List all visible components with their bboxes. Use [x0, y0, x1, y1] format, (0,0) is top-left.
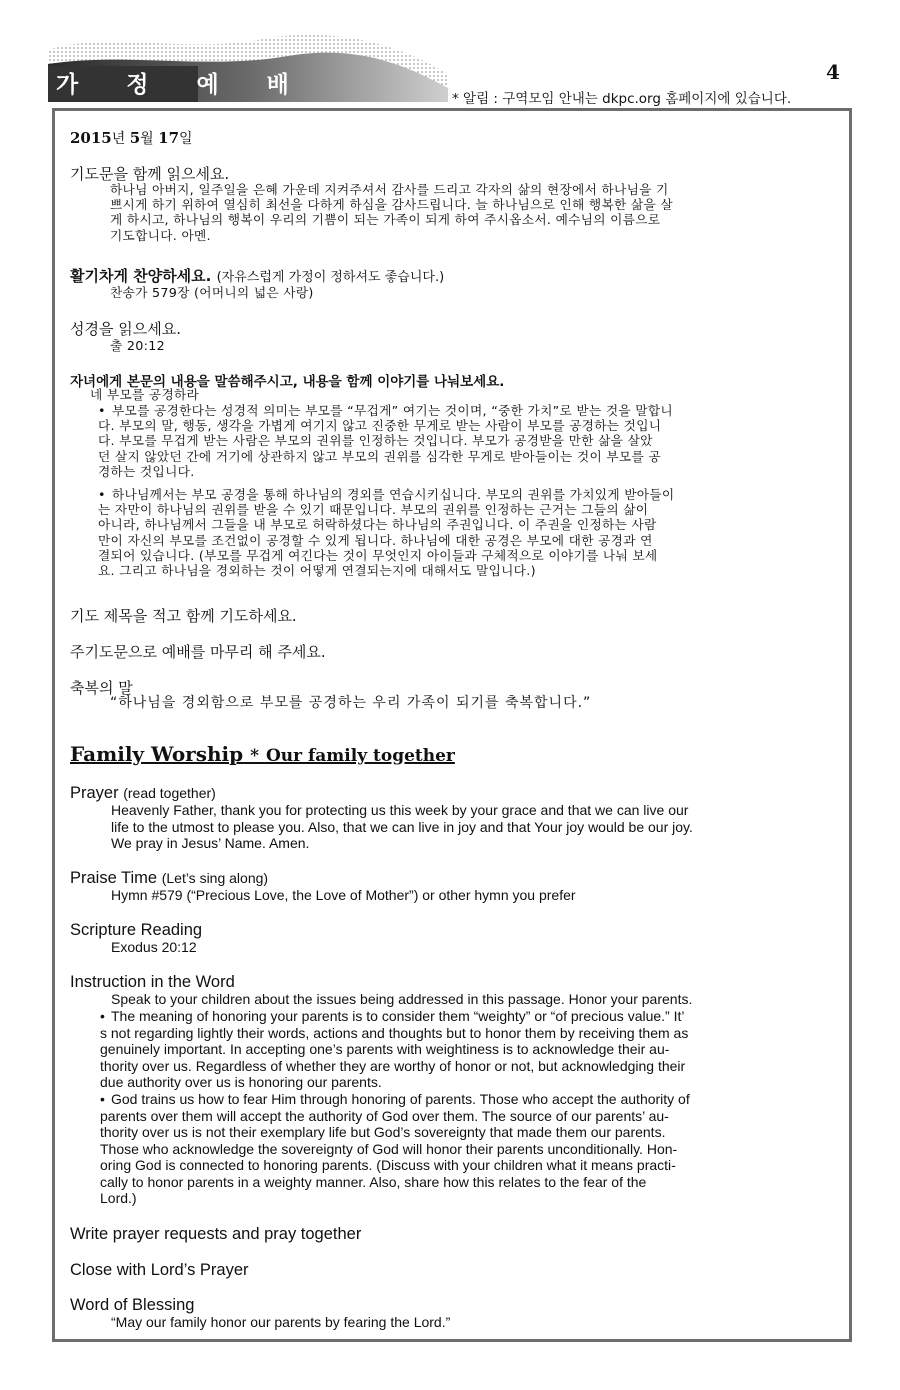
english-title: Family Worship * Our family together — [70, 742, 455, 766]
ko-blessing-text: “하나님을 경외함으로 부모를 공경하는 우리 가족이 되기를 축복합니다.” — [110, 695, 592, 711]
notice-text: * 알림 : 구역모임 안내는 dkpc.org 홈페이지에 있습니다. — [452, 91, 792, 107]
ko-prayer-request-heading: 기도 제목을 적고 함께 기도하세요. — [70, 607, 297, 625]
ko-instruction-intro: 네 부모를 공경하라 — [90, 387, 200, 402]
en-praise-heading: Praise Time (Let’s sing along) — [70, 869, 269, 887]
ko-prayer-text: 하나님 아버지, 일주일을 은혜 가운데 지켜주셔서 감사를 드리고 각자의 삶의 현장에서 하나님을 기 쁘시게 하기 위하여 열심히 최선을 다하게 하심을 감사드립니다. 늘 하나님으로 인해 행복한 삶을 살 게 하시고, 하나님의 행복이 우리의 기쁨이 되는 가족이 되게 하여 주시옵소서. 예수님의 이름으로 기도합니다. 아멘. — [110, 182, 673, 243]
en-prayer-text: Heavenly Father, thank you for protecting us this week by your grace and that we can live our life to the utmost to please you. Also, that we can live in joy and that Your joy would be our joy. We pray in Jesus’ Name. Amen. — [111, 802, 693, 851]
en-scripture-heading: Scripture Reading — [70, 921, 203, 939]
ko-blessing-heading: 축복의 말 — [70, 679, 133, 697]
ko-bullet-1: • 부모를 공경한다는 성경적 의미는 부모를 “무겁게” 여기는 것이며, “중한 가치”로 받는 것을 말합니 다. 부모의 말, 행동, 생각을 가볍게 여기지 않고 진중한 무게로 받는 사람이 부모를 공경하는 것입니 다. 부모를 무겁게 받는 사람은 부모의 권위를 인정하는 것입니다. 부모가 공경받을 만한 삶을 살았 던 살지 않았던 간에 거기에 상관하지 않고 부모의 권위를 심각한 무게로 받아들이는 것이 부모를 공 경하는 것입니다. — [98, 403, 673, 479]
en-blessing-text: “May our family honor our parents by fearing the Lord.” — [111, 1314, 451, 1330]
en-praise-text: Hymn #579 (“Precious Love, the Love of Mother”) or other hymn you prefer — [111, 887, 576, 903]
ko-instruction-heading: 자녀에게 본문의 내용을 말씀해주시고, 내용을 함께 이야기를 나눠보세요. — [70, 374, 505, 390]
page-number: 4 — [826, 60, 840, 84]
en-close-heading: Close with Lord’s Prayer — [70, 1261, 249, 1279]
ko-prayer-heading: 기도문을 함께 읽으세요. — [70, 165, 230, 183]
ko-scripture-text: 출 20:12 — [110, 338, 165, 353]
en-scripture-text: Exodus 20:12 — [111, 939, 197, 955]
section-title: 가 정 예 배 — [56, 72, 309, 98]
en-instruction-intro: Speak to your children about the issues being addressed in this passage. Honor your parents. — [111, 991, 693, 1007]
en-prayer-heading: Prayer (read together) — [70, 784, 216, 802]
ko-praise-text: 찬송가 579장 (어머니의 넓은 사랑) — [110, 285, 314, 300]
en-instruction-heading: Instruction in the Word — [70, 973, 235, 991]
en-bullet-1: • The meaning of honoring your parents is to consider them “weighty” or “of precious value.” It’ s not regarding lightly their words, actions and thoughts but to honor them by receiving them as genuinely important. In accepting one’s parents with weightiness is to acknowledge their au- thority over us. Regardless of whether they are worthy of honor or not, but acknowledging their due authority over us is honoring our parents. — [100, 1008, 689, 1090]
ko-praise-heading: 활기차게 찬양하세요. (자유스럽게 가정이 정하셔도 좋습니다.) — [70, 267, 445, 285]
en-blessing-heading: Word of Blessing — [70, 1296, 195, 1314]
en-bullet-2: • God trains us how to fear Him through honoring of parents. Those who accept the authority of parents over them will accept the authority of God over them. The source of our parents’ au- thority over us is not their exemplary life but God’s sovereignty that made them our parents. Those who acknowledge the sovereignty of God will honor their parents unconditionally. Hon- oring God is connected to honoring parents. (Discuss with your children what it means practi- cally to honor parents in a weighty manner. Also, share how this relates to the fear of the Lord.) — [100, 1091, 690, 1206]
en-prayer-request-heading: Write prayer requests and pray together — [70, 1225, 362, 1243]
worship-date: 2015년 5월 17일 — [70, 129, 193, 147]
ko-scripture-heading: 성경을 읽으세요. — [70, 320, 181, 338]
ko-bullet-2: • 하나님께서는 부모 공경을 통해 하나님의 경외를 연습시키십니다. 부모의 권위를 가치있게 받아들이 는 자만이 하나님의 권위를 받을 수 있기 때문입니다. 부모의 권위를 인정하는 근거는 그들의 삶이 아니라, 하나님께서 그들을 내 부모로 허락하셨다는 하나님의 주권입니다. 이 주권을 인정하는 사람 만이 자신의 부모를 조건없이 공경할 수 있게 됩니다. 하나님에 대한 공경은 부모에 대한 공경과 연 결되어 있습니다. (부모를 무겁게 여긴다는 것이 무엇인지 아이들과 구체적으로 이야기를 나눠 보세 요. 그리고 하나님을 경외하는 것이 어떻게 연결되는지에 대해서도 말입니다.) — [98, 487, 675, 579]
ko-close-heading: 주기도문으로 예배를 마무리 해 주세요. — [70, 643, 326, 661]
